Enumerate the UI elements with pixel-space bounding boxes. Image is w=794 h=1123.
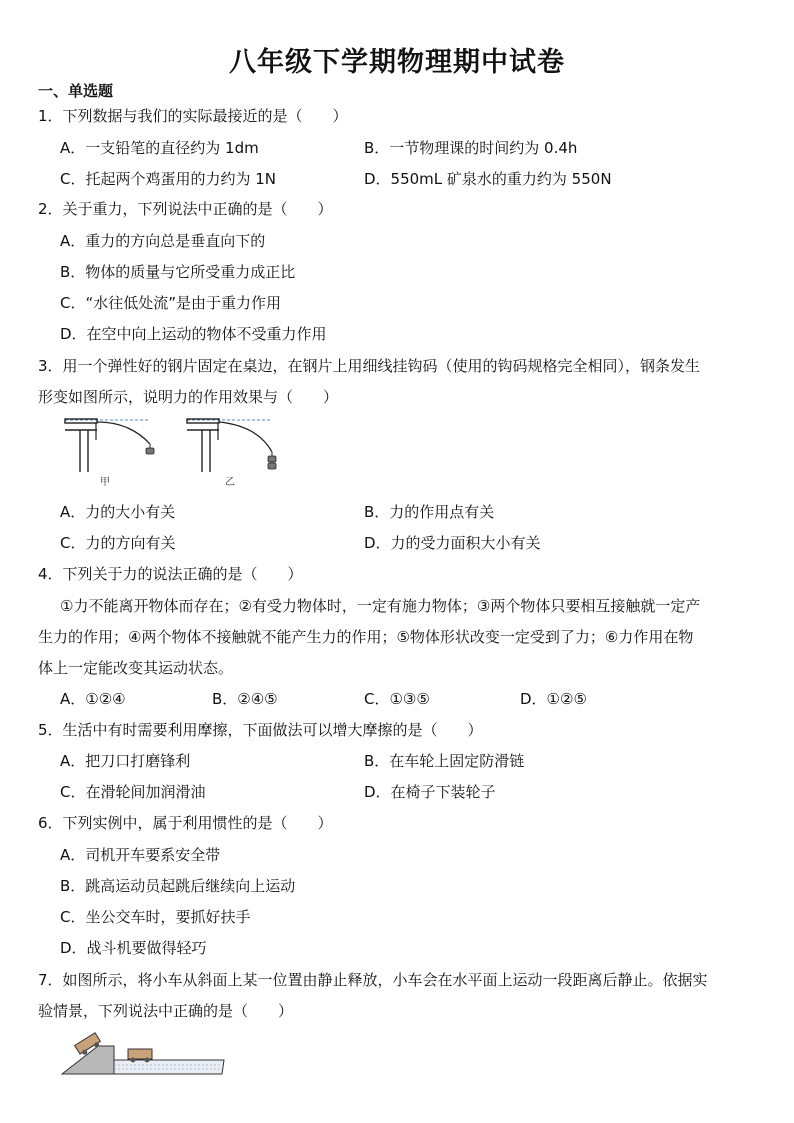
question-6-option-a: A．司机开车要系安全带 [60,846,221,864]
question-5-option-c: C．在滑轮间加润滑油 [60,783,206,801]
question-1-option-b: B．一节物理课的时间约为 0.4h [364,139,578,157]
figure-b-table [187,419,276,472]
question-4-stem: 4．下列关于力的说法正确的是（ ） [38,565,303,583]
question-4-body-line-3: 体上一定能改变其运动状态。 [38,659,234,677]
question-5-option-d: D．在椅子下装轮子 [364,783,496,801]
question-1-option-d: D．550mL 矿泉水的重力约为 550N [364,170,612,188]
question-7-stem-line-2: 验情景，下列说法中正确的是（ ） [38,1002,294,1020]
question-3-option-a: A．力的大小有关 [60,503,176,521]
section-heading: 一、单选题 [38,82,114,100]
question-6-option-c: C．坐公交车时，要抓好扶手 [60,908,251,926]
incline-cart-figure [58,1032,228,1080]
question-4-body-line-1: ①力不能离开物体而存在；②有受力物体时，一定有施力物体；③两个物体只要相互接触就一定产 [60,597,701,615]
figure-a-label: 甲 [100,477,110,488]
question-4-option-b: B．②④⑤ [212,690,278,708]
question-2-option-b: B．物体的质量与它所受重力成正比 [60,263,296,281]
question-1-stem: 1．下列数据与我们的实际最接近的是（ ） [38,107,348,125]
question-5-option-b: B．在车轮上固定防滑链 [364,752,525,770]
question-4-option-d: D．①②⑤ [520,690,587,708]
page-title: 八年级下学期物理期中试卷 [229,47,565,78]
figure-a-table [65,419,154,472]
question-1-option-c: C．托起两个鸡蛋用的力约为 1N [60,170,277,188]
question-3-stem-line-1: 3．用一个弹性好的钢片固定在桌边，在钢片上用细线挂钩码（使用的钩码规格完全相同），钢条发生 [38,357,701,375]
question-5-option-a: A．把刀口打磨锋利 [60,752,191,770]
question-1-option-a: A．一支铅笔的直径约为 1dm [60,139,259,157]
question-3-option-d: D．力的受力面积大小有关 [364,534,541,552]
question-4-option-c: C．①③⑤ [364,690,430,708]
question-2-option-a: A．重力的方向总是垂直向下的 [60,232,266,250]
question-2-option-d: D．在空中向上运动的物体不受重力作用 [60,325,327,343]
question-7-stem-line-1: 7．如图所示，将小车从斜面上某一位置由静止释放，小车会在水平面上运动一段距离后静止。依据实 [38,971,708,989]
question-6-option-d: D．战斗机要做得轻巧 [60,939,207,957]
question-2-option-c: C．“水往低处流”是由于重力作用 [60,294,282,312]
figure-b-label: 乙 [225,477,235,488]
question-3-option-c: C．力的方向有关 [60,534,176,552]
spring-steel-figure [60,412,300,492]
question-4-option-a: A．①②④ [60,690,126,708]
question-6-stem: 6．下列实例中，属于利用惯性的是（ ） [38,814,333,832]
question-2-stem: 2．关于重力，下列说法中正确的是（ ） [38,200,333,218]
question-5-stem: 5．生活中有时需要利用摩擦，下面做法可以增大摩擦的是（ ） [38,721,483,739]
question-3-stem-line-2: 形变如图所示，说明力的作用效果与（ ） [38,388,339,406]
question-6-option-b: B．跳高运动员起跳后继续向上运动 [60,877,296,895]
question-4-body-line-2: 生力的作用；④两个物体不接触就不能产生力的作用；⑤物体形状改变一定受到了力；⑥力作用在物 [38,628,694,646]
question-3-option-b: B．力的作用点有关 [364,503,495,521]
